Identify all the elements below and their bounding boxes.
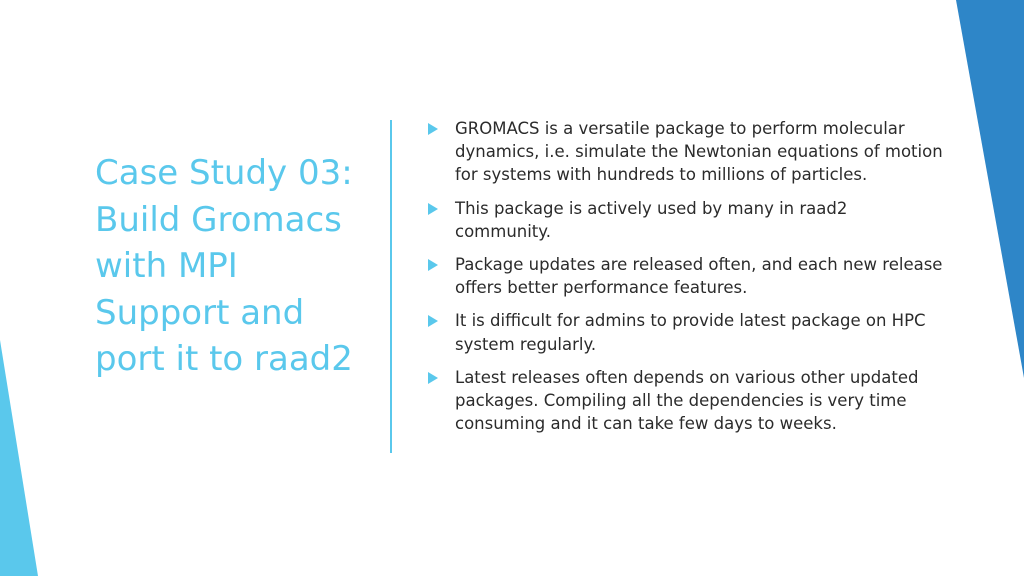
triangle-right-icon <box>428 372 438 384</box>
bullet-item <box>425 366 945 436</box>
bullet-text: GROMACS is a versatile package to perform molecular dynamics, i.e. simulate the Newtonian equations of motion for systems with hundreds to millions of particles. <box>455 119 943 185</box>
bullet-text: Package updates are released often, and each new release offers better performance features. <box>455 255 943 298</box>
bullet-item <box>425 197 945 243</box>
right-dark-stripe <box>956 0 1024 378</box>
vertical-divider <box>390 120 392 453</box>
bullet-item <box>425 253 945 299</box>
bullet-text: Latest releases often depends on various other updated packages. Compiling all the dependencies is very time consuming and it can take few days to weeks. <box>455 367 919 434</box>
triangle-right-icon <box>428 123 438 135</box>
slide-title: Case Study 03: Build Gromacs with MPI Support and port it to raad2 <box>95 153 353 379</box>
bullet-text: This package is actively used by many in raad2 community. <box>455 198 848 241</box>
bullet-text: It is difficult for admins to provide latest package on HPC system regularly. <box>455 311 926 354</box>
bullet-list <box>425 117 945 445</box>
triangle-right-icon <box>428 259 438 271</box>
bullet-item <box>425 117 945 187</box>
triangle-right-icon <box>428 203 438 215</box>
bullet-item <box>425 309 945 355</box>
triangle-right-icon <box>428 315 438 327</box>
left-light-stripe <box>0 340 38 576</box>
